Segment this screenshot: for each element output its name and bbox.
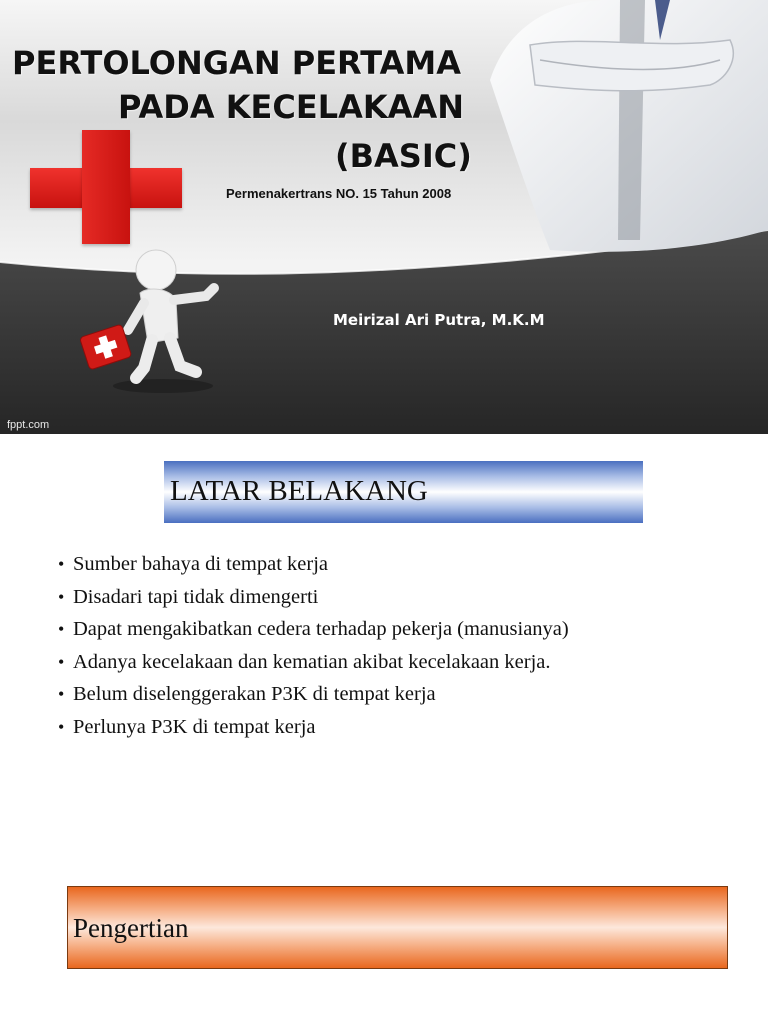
section-heading-text: Pengertian	[73, 913, 189, 943]
first-aid-figure-image	[78, 248, 228, 398]
list-item: • Dapat mengakibatkan cedera terhadap pekerja (manusianya)	[58, 614, 569, 647]
subtitle: Permenakertrans NO. 15 Tahun 2008	[226, 186, 452, 201]
doctor-image	[470, 0, 768, 260]
author-name: Meirizal Ari Putra, M.K.M	[333, 311, 545, 329]
title-line-1: PERTOLONGAN PERTAMA	[12, 44, 461, 82]
bullet-list	[58, 549, 569, 744]
red-cross-vertical	[82, 130, 130, 244]
list-item: • Belum diselenggerakan P3K di tempat kerja	[58, 679, 569, 712]
list-item: • Perlunya P3K di tempat kerja	[58, 712, 569, 745]
section-heading-latar-belakang	[164, 461, 643, 523]
red-cross-icon	[30, 130, 182, 244]
list-item: • Sumber bahaya di tempat kerja	[58, 549, 569, 582]
title-slide	[0, 0, 768, 434]
list-item: • Disadari tapi tidak dimengerti	[58, 582, 569, 615]
section-heading-text: LATAR BELAKANG	[170, 475, 428, 507]
list-item: • Adanya kecelakaan dan kematian akibat kecelakaan kerja.	[58, 647, 569, 680]
watermark: fppt.com	[7, 419, 50, 431]
title-line-2: PADA KECELAKAAN	[118, 88, 465, 126]
title-line-3: (BASIC)	[335, 137, 472, 175]
section-heading-pengertian	[67, 886, 728, 969]
